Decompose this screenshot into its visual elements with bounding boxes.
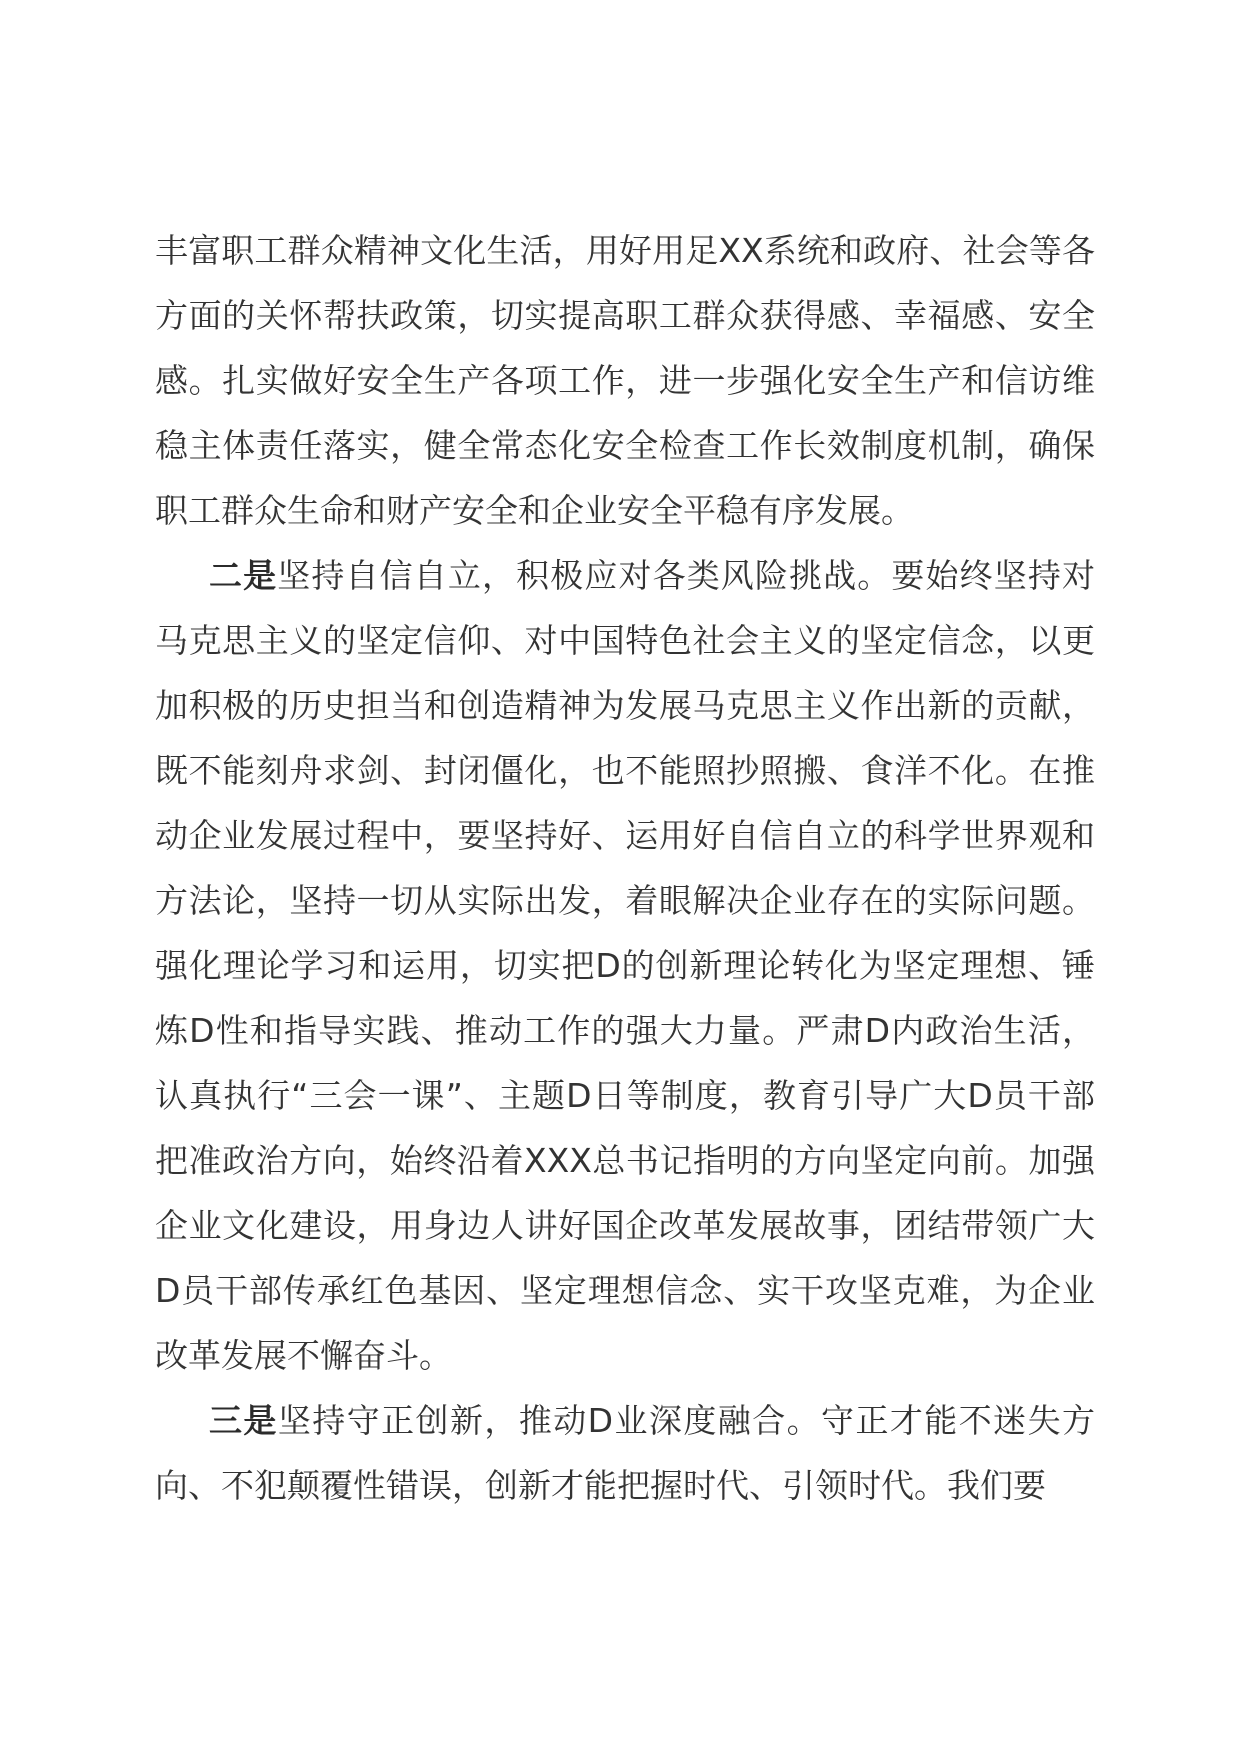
paragraph-3-text: 坚持守正创新，推动D业深度融合。守正才能不迷失方向、不犯颠覆性错误，创新才能把握时代、引领时代。我们要 xyxy=(155,1401,1096,1505)
paragraph-3-lead: 三是 xyxy=(209,1401,278,1440)
paragraph-2-text: 坚持自信自立，积极应对各类风险挑战。要始终坚持对马克思主义的坚定信仰、对中国特色社会主义的坚定信念，以更加积极的历史担当和创造精神为发展马克思主义作出新的贡献，既不能刻舟求剑、封闭僵化，也不能照抄照搬、食洋不化。在推动企业发展过程中，要坚持好、运用好自信自立的科学世界观和方法论，坚持一切从实际出发，着眼解决企业存在的实际问题。强化理论学习和运用，切实把D的创新理论转化为坚定理想、锤炼D性和指导实践、推动工作的强大力量。严肃D内政治生活，认真执行“三会一课”、主题D日等制度，教育引导广大D员干部把准政治方向，始终沿着XXX总书记指明的方向坚定向前。加强企业文化建设，用身边人讲好国企改革发展故事，团结带领广大D员干部传承红色基因、坚定理想信念、实干攻坚克难，为企业改革发展不懈奋斗。 xyxy=(155,556,1096,1375)
paragraph-1-text: 丰富职工群众精神文化生活，用好用足XX系统和政府、社会等各方面的关怀帮扶政策，切实提高职工群众获得感、幸福感、安全感。扎实做好安全生产各项工作，进一步强化安全生产和信访维稳主体责任落实，健全常态化安全检查工作长效制度机制，确保职工群众生命和财产安全和企业安全平稳有序发展。 xyxy=(155,231,1095,530)
paragraph-2 xyxy=(155,543,1095,1388)
paragraph-3 xyxy=(155,1388,1095,1518)
paragraph-1 xyxy=(155,218,1095,543)
document-body xyxy=(155,218,1095,1518)
paragraph-2-lead: 二是 xyxy=(209,556,278,595)
